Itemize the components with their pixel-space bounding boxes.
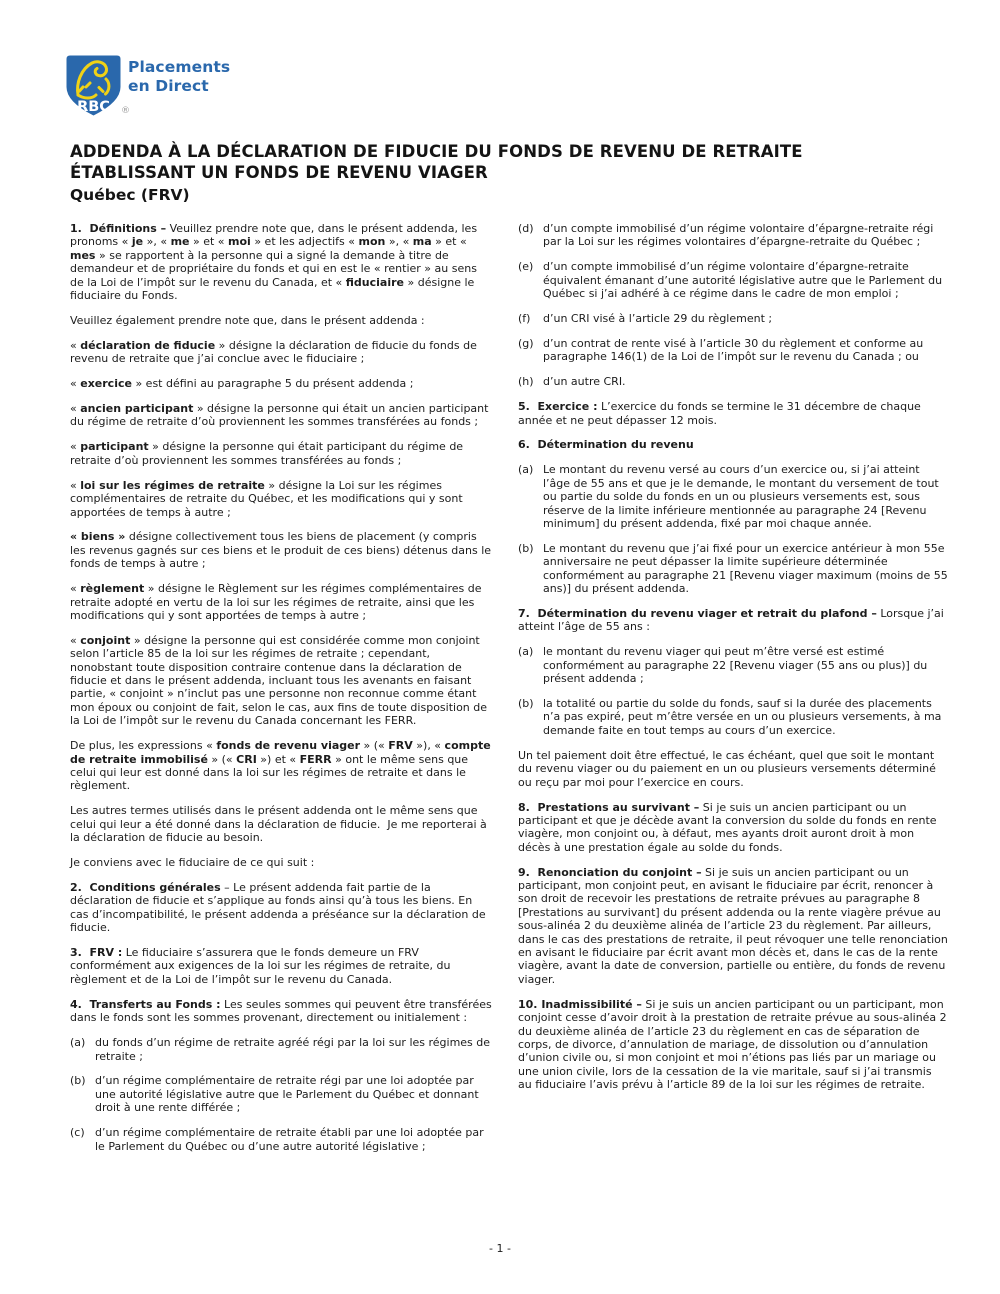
list-item: (a) le montant du revenu viager qui peut m’être versé est estimé conformément au paragraphe 22 [Revenu viager (55 ans ou plus)] du présent addenda ;: [518, 645, 928, 686]
document-title: ADDENDA À LA DÉCLARATION DE FIDUCIE DU FONDS DE REVENU DE RETRAITE ÉTABLISSANT UN FONDS DE REVENU VIAGER: [70, 142, 803, 182]
list-item-label: (e): [518, 260, 534, 274]
paragraph: « exercice » est défini au paragraphe 5 du présent addenda ;: [70, 377, 414, 391]
paragraph: « loi sur les régimes de retraite » désigne la Loi sur les régimes complémentaires de retraite du Québec, et les modifications qui y sont apportées de temps à autre ;: [70, 478, 463, 519]
list-item: (e) d’un compte immobilisé d’un régime volontaire d’épargne-retraite équivalent émanant d’une autorité législative autre que le Parlement du Québec si j’ai adhéré à ce régime dans le cadre de mon emploi ;: [518, 260, 943, 301]
right-column: [518, 222, 948, 1103]
shield-brand-text: RBC: [77, 99, 110, 115]
list-item-label: (c): [70, 1126, 85, 1140]
list-item-label: (h): [518, 375, 534, 389]
list-item: (h) d’un autre CRI.: [518, 375, 626, 389]
left-column: [70, 222, 494, 1164]
paragraph: 9. Renonciation du conjoint – Si je suis un ancien participant ou un participant, mon conjoint peut, en avisant le fiduciaire par écrit, renoncer à son droit de recevoir les prestations de retraite prévues au paragraphe 8 [Prestations au survivant] du présent addenda ou la rente viagère prévue au sous-alinéa 2 du deuxième alinéa de l’article 23 du règlement. Par ailleurs, dans le cas des prestations de retraite, il peut révoquer une telle renonciation en avisant le fiduciaire par écrit avant mon décès et, dans le cas de la rente viagère, avant la date de conversion, partielle ou entière, du fonds de revenu viager.: [518, 865, 948, 986]
paragraph: 10. Inadmissibilité – Si je suis un ancien participant ou un participant, mon conjoint cesse d’avoir droit à la prestation de retraite prévue au sous-alinéa 2 du deuxième alinéa de l’article 23 du règlement en cas de séparation de corps, de divorce, d’annulation de mariage, de dissolution ou d’annulation d’union civile ou, si mon conjoint et moi n’étions pas liés par un mariage ou une union civile, lors de la cessation de la vie maritale, sauf si j’ai transmis au fiduciaire l’avis prévu à l’article 89 de la loi sur les régimes de retraite.: [518, 997, 947, 1092]
brand-wordmark-line2: en Direct: [128, 77, 209, 95]
list-item: (b) d’un régime complémentaire de retraite régi par une loi adoptée par une autorité législative autre que le Parlement du Québec et donnant droit à une rente différée ;: [70, 1074, 479, 1115]
paragraph: « déclaration de fiducie » désigne la déclaration de fiducie du fonds de revenu de retraite que j’ai conclue avec le fiduciaire ;: [70, 338, 477, 366]
paragraph: 4. Transferts au Fonds : Les seules sommes qui peuvent être transférées dans le fonds sont les sommes provenant, directement ou initialement :: [70, 997, 492, 1025]
paragraph: De plus, les expressions « fonds de revenu viager » (« FRV »), « compte de retraite immobilisé » (« CRI ») et « FERR » ont le même sens que celui qui leur est donné dans la loi sur les régimes de retraite et dans le règlement.: [70, 739, 491, 793]
paragraph: Veuillez également prendre note que, dans le présent addenda :: [70, 313, 425, 327]
list-item: (b) la totalité ou partie du solde du fonds, sauf si la durée des placements n’a pas expiré, peut m’être versée en un ou plusieurs versements, à ma demande faite en tout temps au cours d’un exercice.: [518, 697, 942, 737]
brand-wordmark-line1: Placements: [128, 58, 231, 76]
paragraph: 3. FRV : Le fiduciaire s’assurera que le fonds demeure un FRV conformément aux exigences de la loi sur les régimes de retraite, du règlement et de la Loi de l’impôt sur le revenu du Canada.: [70, 946, 451, 986]
paragraph: 6. Détermination du revenu: [518, 438, 694, 452]
list-item-label: (b): [518, 697, 534, 711]
list-item-label: (f): [518, 312, 531, 326]
page-number: - 1 -: [489, 1242, 511, 1255]
paragraph: Les autres termes utilisés dans le présent addenda ont le même sens que celui qui leur a été donné dans la déclaration de fiducie. Je me reporterai à la déclaration de fiducie au besoin.: [70, 804, 487, 845]
list-item-label: (g): [518, 336, 534, 350]
list-item-label: (a): [518, 463, 534, 477]
list-item-label: (d): [518, 222, 534, 235]
list-item-label: (b): [70, 1074, 86, 1088]
list-item-label: (a): [518, 645, 534, 659]
list-item: (b) Le montant du revenu que j’ai fixé pour un exercice antérieur à mon 55e anniversaire ne peut dépasser la limite supérieure déterminée conformément au paragraphe 21 [Revenu viager maximum (moins de 55 ans)] du présent addenda.: [518, 541, 948, 596]
paragraph: 2. Conditions générales – Le présent addenda fait partie de la déclaration de fiducie et s’applique au fonds ainsi qu’à tous les biens. En cas d’incompatibilité, le présent addenda a préséance sur la déclaration de fiducie.: [70, 880, 486, 935]
paragraph: « ancien participant » désigne la personne qui était un ancien participant du régime de retraite d’où proviennent les sommes transférées au fonds ;: [70, 402, 489, 429]
document-subtitle: Québec (FRV): [70, 186, 190, 204]
paragraph: « participant » désigne la personne qui était participant du régime de retraite d’où proviennent les sommes transférées au fonds ;: [70, 440, 464, 467]
paragraph: 8. Prestations au survivant – Si je suis un ancien participant ou un participant et que je décède avant la conversion du solde du fonds en rente viagère, mon conjoint ou, à défaut, mes ayants droit auront droit à mon décès à une prestation égale au solde du fonds.: [518, 800, 937, 854]
paragraph: 1. Définitions – Veuillez prendre note que, dans le présent addenda, les pronoms « je », « me » et « moi » et les adjectifs « mon », « ma » et « mes » se rapportent à la personne qui a signé la demande à titre de demandeur et de propriétaire du fonds et qui en est le « rentier » au sens de la Loi de l’impôt sur le revenu du Canada, et « fiduciaire » désigne le fiduciaire du Fonds.: [70, 222, 478, 303]
paragraph: 7. Détermination du revenu viager et retrait du plafond – Lorsque j’ai atteint l’âge de 55 ans :: [518, 607, 944, 634]
paragraph: Je conviens avec le fiduciaire de ce qui suit :: [70, 856, 315, 870]
paragraph: « règlement » désigne le Règlement sur les régimes complémentaires de retraite adopté en vertu de la loi sur les régimes de retraite, ainsi que les modifications qui y sont apportées de temps à autre ;: [70, 582, 482, 622]
paragraph: « biens » désigne collectivement tous les biens de placement (y compris les revenus gagnés sur ces biens et le produit de ces biens) détenus dans le fonds de temps à autre ;: [70, 530, 492, 571]
list-item: (d) d’un compte immobilisé d’un régime volontaire d’épargne-retraite régi par la Loi sur les régimes volontaires d’épargne-retraite du Québec ;: [518, 222, 934, 249]
paragraph: Un tel paiement doit être effectué, le cas échéant, quel que soit le montant du revenu viager ou du paiement en un ou plusieurs versements déterminé ou reçu par moi pour l’exercice en cours.: [518, 748, 936, 789]
list-item: (a) du fonds d’un régime de retraite agréé régi par la loi sur les régimes de retraite ;: [70, 1036, 491, 1063]
list-item: (f) d’un CRI visé à l’article 29 du règlement ;: [518, 312, 773, 326]
rbc-shield-icon: [65, 54, 122, 117]
paragraph: 5. Exercice : L’exercice du fonds se termine le 31 décembre de chaque année et ne peut dépasser 12 mois.: [518, 400, 921, 427]
list-item: (g) d’un contrat de rente visé à l’article 30 du règlement et conforme au paragraphe 146(1) de la Loi de l’impôt sur le revenu du Canada ; ou: [518, 336, 924, 364]
list-item: (a) Le montant du revenu versé au cours d’un exercice ou, si j’ai atteint l’âge de 55 ans et que je le demande, le montant du versement de tout ou partie du solde du fonds en un ou plusieurs versements est, sous réserve de la limite inférieure mentionnée au paragraphe 24 [Revenu minimum] du présent addenda, fixé par moi chaque année.: [518, 463, 939, 530]
list-item-label: (a): [70, 1036, 86, 1050]
paragraph: « conjoint » désigne la personne qui est considérée comme mon conjoint selon l’article 85 de la loi sur les régimes de retraite ; cependant, nonobstant toute disposition contraire contenue dans la déclaration de fiducie et dans le présent addenda, incluant tous les avenants en faisant partie, « conjoint » n’inclut pas une personne non reconnue comme étant mon époux ou conjoint de fait, selon le cas, aux fins de toute disposition de la Loi de l’impôt sur le revenu du Canada concernant les FERR.: [70, 633, 488, 728]
brand-wordmark: [128, 58, 230, 96]
list-item-label: (b): [518, 541, 534, 555]
rbc-logo: [65, 54, 285, 124]
list-item: (c) d’un régime complémentaire de retraite établi par une loi adoptée par le Parlement du Québec ou d’une autre autorité législative ;: [70, 1126, 484, 1153]
registered-trademark-icon: ®: [121, 106, 130, 116]
